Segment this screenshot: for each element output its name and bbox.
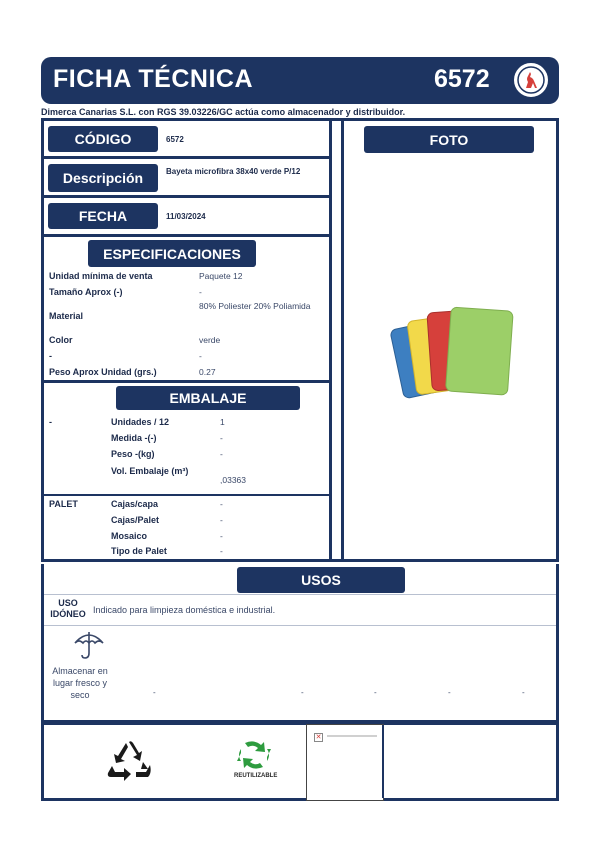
embalaje-label: Unidades / 12 [111,417,170,427]
foto-label: FOTO [364,126,534,153]
descripcion-label: Descripción [48,164,158,192]
embalaje-label: Vol. Embalaje (m³) [111,466,189,476]
spec-value: Paquete 12 [199,271,243,281]
recycle-icon [106,739,152,790]
spec-value: 80% Poliester 20% Poliamida [199,301,311,311]
embalaje-label: Medida -(-) [111,433,157,443]
reusable-label: REUTILIZABLE [234,773,278,779]
spec-label: - [49,351,52,361]
fecha-row [44,198,332,237]
spec-value: - [199,351,202,361]
embalaje-label: Peso -(kg) [111,449,155,459]
left-column [44,121,332,559]
usos-dash: - [301,688,304,697]
palet-value: - [220,531,223,541]
uso-idoneo-text: Indicado para limpieza doméstica e industrial. [93,605,276,615]
usos-section [41,564,559,723]
usos-divider [44,625,556,626]
broken-image-caption [327,735,377,737]
spec-label: Tamaño Aprox (-) [49,287,123,297]
embalaje-value: - [220,433,223,443]
page-title: FICHA TÉCNICA [53,65,254,93]
company-note: Dimerca Canarias S.L. con RGS 39.03226/GC actúa como almacenador y distribuidor. [41,107,406,117]
codigo-row [44,121,332,159]
embalaje-group1-label: - [49,417,52,427]
foto-column [341,121,559,559]
spec-value: - [199,287,202,297]
broken-image-frame [306,724,384,801]
spec-value: 0.27 [199,367,216,377]
palet-value: - [220,515,223,525]
kangaroo-logo-icon [512,61,550,99]
spec-label: Peso Aprox Unidad (grs.) [49,367,157,377]
fecha-value: 11/03/2024 [166,212,206,221]
spec-label: Color [49,335,73,345]
embalaje-value: ,03363 [220,475,246,485]
embalaje-title: EMBALAJE [116,386,300,410]
embalaje-section [44,383,332,559]
embalaje-value: 1 [220,417,225,427]
especificaciones-title: ESPECIFICACIONES [88,240,256,267]
spec-label: Material [49,311,84,321]
descripcion-value: Bayeta microfibra 38x40 verde P/12 [166,167,301,176]
descripcion-row [44,159,332,198]
codigo-value: 6572 [166,135,184,144]
palet-value: - [220,499,223,509]
embalaje-value: - [220,449,223,459]
footer-divider [382,725,384,798]
palet-value: - [220,546,223,556]
usos-dash: - [153,688,156,697]
usos-title: USOS [237,567,405,593]
codigo-label: CÓDIGO [48,126,158,152]
broken-image-icon: ✕ [315,734,322,741]
product-code-header: 6572 [434,65,490,93]
usos-dash: - [448,688,451,697]
fecha-label: FECHA [48,203,158,229]
palet-label: Tipo de Palet [111,546,167,556]
spec-value: verde [199,335,221,345]
embalaje-divider [44,494,332,496]
palet-label: Cajas/Palet [111,515,160,525]
umbrella-icon [72,627,106,666]
usos-dash: - [522,688,525,697]
embalaje-group2-label: PALET [49,499,78,509]
spec-label: Unidad mínima de venta [49,271,153,281]
storage-text: Almacenar en lugar fresco y seco [52,666,108,700]
footer-icons [41,722,559,801]
palet-label: Mosaico [111,531,148,541]
header-bar [41,57,559,104]
usos-dash: - [374,688,377,697]
uso-idoneo-label: USO IDÓNEO [50,598,86,619]
main-frame [41,118,559,562]
product-photo [388,301,518,411]
especificaciones-section [44,237,332,383]
usos-divider [44,594,556,595]
palet-label: Cajas/capa [111,499,159,509]
